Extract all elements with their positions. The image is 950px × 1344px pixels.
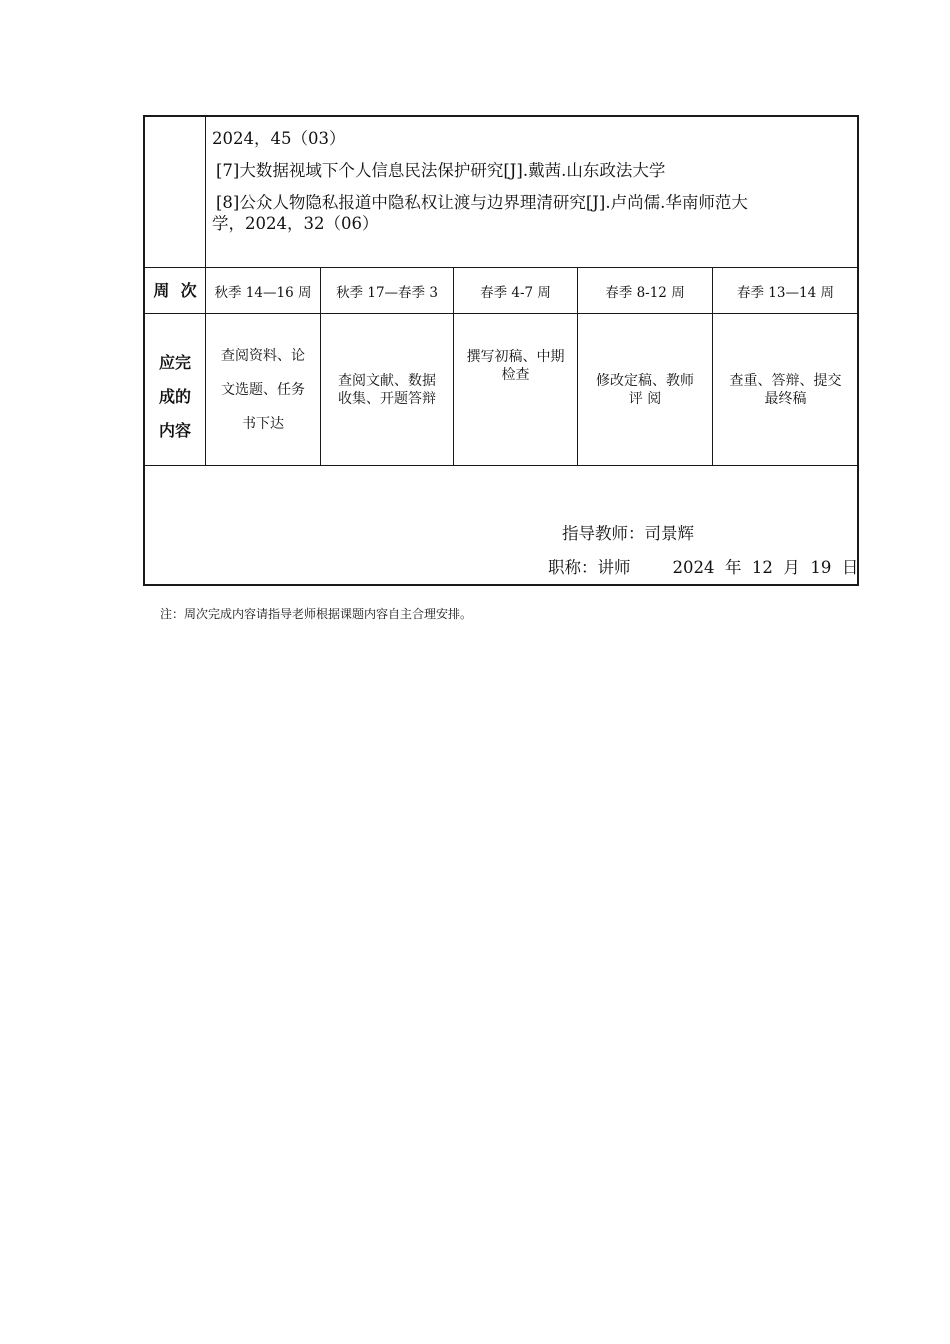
week-cell-3: 春季 4-7 周: [480, 285, 551, 301]
content-row-label: [145, 346, 205, 448]
task-cell-3: [454, 314, 577, 466]
advisor-title-date: 职称：讲师 2024 年 12 月 19 日: [548, 558, 859, 577]
content-row-label-line-1: 应完: [158, 353, 191, 372]
task-cell-5-line-2: 最终稿: [764, 391, 807, 407]
task-cell-1-line-1: 查阅资料、论: [221, 348, 305, 364]
reference-8-line-2: 学，2024，32（06）: [212, 214, 379, 233]
task-cell-1-line-3: 书下达: [242, 416, 284, 432]
week-cell-2: 秋季 17—春季 3: [336, 285, 438, 301]
task-cell-1: [206, 314, 320, 466]
task-cell-4-line-1: 修改定稿、教师: [596, 373, 694, 389]
footnote: 注：周次完成内容请指导老师根据课题内容自主合理安排。: [160, 607, 473, 621]
task-cell-3-line-2: 检查: [501, 367, 530, 383]
task-cell-1-line-2: 文选题、任务: [221, 382, 305, 398]
content-row-label-line-3: 内容: [158, 421, 191, 440]
reference-list: [212, 128, 857, 234]
reference-8-line-1: [8]公众人物隐私报道中隐私权让渡与边界理清研究[J].卢尚儒.华南师范大: [216, 193, 748, 212]
content-row-label-line-2: 成的: [158, 387, 191, 406]
task-cell-4: [578, 314, 712, 466]
task-cell-5: [713, 314, 858, 466]
week-cell-4: 春季 8-12 周: [605, 285, 685, 301]
task-cell-2-line-1: 查阅文献、数据: [338, 373, 436, 389]
advisor-signature: 指导教师：司景辉: [562, 524, 694, 543]
task-cell-2-line-2: 收集、开题答辩: [338, 391, 436, 407]
task-cell-2: [321, 314, 453, 466]
reference-continuation: 2024，45（03）: [212, 129, 346, 148]
week-cell-1: 秋季 14—16 周: [214, 285, 312, 301]
task-cell-5-line-1: 查重、答辩、提交: [729, 373, 842, 389]
task-cell-4-line-2: 评 阅: [628, 391, 662, 407]
week-cell-5: 春季 13—14 周: [737, 285, 834, 301]
task-cell-3-line-1: 撰写初稿、中期: [466, 349, 565, 365]
reference-7: [7]大数据视域下个人信息民法保护研究[J].戴茜.山东政法大学: [216, 161, 666, 180]
week-row-label: 周 次: [153, 281, 197, 300]
